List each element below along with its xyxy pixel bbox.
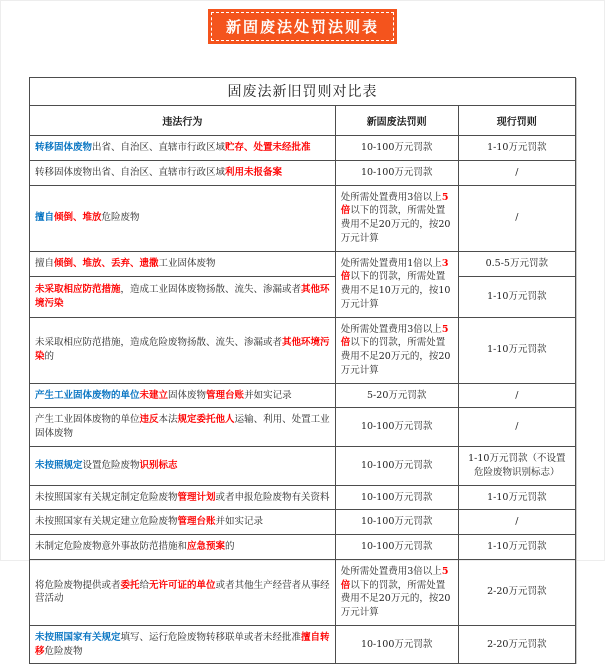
violation-cell — [30, 251, 336, 277]
table-row — [30, 447, 576, 486]
violation-text-segment: 其他环境污染 — [35, 284, 330, 310]
col-header-violation: 违法行为 — [30, 106, 336, 136]
new-penalty-text-segment: 处所需处置费用3倍以上 — [340, 191, 442, 203]
violation-text-segment: 危险废物 — [101, 212, 140, 224]
current-penalty-cell: / — [458, 510, 575, 535]
violation-text-segment: 违反 — [139, 414, 159, 426]
violation-text-segment: 委托 — [120, 579, 140, 591]
violation-text-segment: 的 — [225, 541, 235, 553]
violation-text-segment: 未按照规定 — [35, 459, 83, 471]
violation-cell — [30, 625, 336, 664]
comparison-table — [29, 77, 576, 664]
violation-text-segment: 擅自 — [35, 212, 55, 224]
current-penalty-cell: / — [458, 383, 575, 408]
table-row — [30, 277, 576, 317]
violation-text-segment: 填写、运行危险废物转移联单或者未经批准 — [120, 631, 302, 643]
violation-text-segment: 工业固体废物 — [158, 258, 216, 270]
new-penalty-text-segment: 3倍 — [340, 257, 449, 283]
violation-text-segment: 或者申报危险废物有关资料 — [215, 491, 330, 503]
page-title-banner — [211, 12, 394, 41]
table-row — [30, 535, 576, 560]
violation-text-segment: 未制定危险废物意外事故防范措施和 — [35, 541, 188, 553]
current-penalty-cell: 0.5-5万元罚款 — [458, 251, 575, 277]
current-penalty-cell: 1-10万元罚款 — [458, 277, 575, 317]
violation-text-segment: 管理计划 — [177, 491, 216, 503]
current-penalty-cell: 2-20万元罚款 — [458, 559, 575, 625]
violation-cell — [30, 185, 336, 251]
table-row — [30, 408, 576, 447]
current-penalty-cell: 1-10万元罚款（不设置危险废物识别标志） — [458, 447, 575, 486]
new-penalty-cell: 10-100万元罚款 — [335, 485, 458, 510]
violation-text-segment: 管理台账 — [177, 516, 216, 528]
violation-text-segment: 倾倒、堆放 — [54, 212, 102, 224]
violation-cell — [30, 510, 336, 535]
new-penalty-cell — [335, 317, 458, 383]
violation-text-segment: 或者其他生产经营者从事经营活动 — [35, 579, 330, 605]
new-penalty-cell: 10-100万元罚款 — [335, 625, 458, 664]
current-penalty-cell: / — [458, 160, 575, 185]
new-penalty-text-segment: 5倍 — [340, 565, 449, 591]
violation-text-segment: 擅自转移 — [35, 631, 330, 657]
current-penalty-cell: 2-20万元罚款 — [458, 625, 575, 664]
violation-text-segment: 管理台账 — [206, 389, 245, 401]
violation-cell — [30, 160, 336, 185]
col-header-new-penalty: 新固废法罚则 — [335, 106, 458, 136]
violation-cell — [30, 136, 336, 161]
table-row — [30, 317, 576, 383]
violation-cell — [30, 383, 336, 408]
violation-text-segment: 固体废物 — [168, 389, 207, 401]
violation-text-segment: 倾倒、堆放、丢弃、遗撒 — [54, 258, 159, 270]
violation-cell — [30, 485, 336, 510]
table-row — [30, 510, 576, 535]
violation-text-segment: 规定委托他人 — [177, 414, 235, 426]
table-row — [30, 383, 576, 408]
page-title: 新固废法处罚法则表 — [225, 18, 379, 36]
violation-text-segment: 转移固体废物出省、自治区、直辖市行政区域 — [35, 166, 226, 178]
new-penalty-cell — [335, 185, 458, 251]
new-penalty-text-segment: 以下的罚款，所需处置费用不足20万元的，按20万元计算 — [340, 205, 451, 244]
current-penalty-cell: 1-10万元罚款 — [458, 136, 575, 161]
violation-text-segment: 给 — [139, 579, 150, 591]
current-penalty-cell: 1-10万元罚款 — [458, 317, 575, 383]
violation-text-segment: 未按照国家有关规定 — [35, 631, 121, 643]
violation-text-segment: 未按照国家有关规定建立危险废物 — [35, 516, 178, 528]
new-penalty-text-segment: 以下的罚款，所需处置费用不足20万元的，按20万元计算 — [340, 579, 451, 619]
violation-text-segment: 贮存、处置未经批准 — [225, 142, 311, 153]
violation-text-segment: 将危险废物提供或者 — [35, 579, 121, 591]
new-penalty-cell — [335, 251, 458, 317]
new-penalty-text-segment: 处所需处置费用1倍以上 — [340, 257, 442, 269]
violation-cell — [30, 447, 336, 486]
violation-cell — [30, 408, 336, 447]
table-row — [30, 625, 576, 664]
violation-text-segment: 其他环境污染 — [35, 337, 330, 363]
new-penalty-cell: 10-100万元罚款 — [335, 160, 458, 185]
violation-text-segment: 无许可证的单位 — [149, 579, 216, 591]
new-penalty-text-segment: 处所需处置费用3倍以上 — [340, 565, 442, 577]
table-row — [30, 559, 576, 625]
violation-cell — [30, 535, 336, 560]
violation-text-segment: 识别标志 — [139, 459, 178, 471]
new-penalty-cell: 5-20万元罚款 — [335, 383, 458, 408]
new-penalty-cell: 10-100万元罚款 — [335, 510, 458, 535]
violation-text-segment: 产生工业固体废物的单位 — [35, 414, 140, 426]
table-row — [30, 251, 576, 277]
new-penalty-cell: 10-100万元罚款 — [335, 408, 458, 447]
new-penalty-text-segment: 以下的罚款，所需处置费用不足20万元的，按20万元计算 — [340, 337, 451, 376]
current-penalty-cell: / — [458, 408, 575, 447]
violation-text-segment: 的 — [44, 351, 55, 363]
new-penalty-text-segment: 5倍 — [340, 191, 449, 217]
violation-text-segment: ，造成工业固体废物扬散、流失、渗漏或者 — [120, 284, 302, 296]
table-title-row — [30, 78, 576, 106]
table-body — [30, 136, 576, 664]
table-row — [30, 485, 576, 510]
table-row — [30, 185, 576, 251]
new-penalty-cell — [335, 559, 458, 625]
table-row — [30, 160, 576, 185]
violation-text-segment: 未采取相应防范措施 — [35, 284, 121, 296]
table-row — [30, 136, 576, 161]
violation-text-segment: 并如实记录 — [215, 516, 264, 528]
new-penalty-cell: 10-100万元罚款 — [335, 136, 458, 161]
new-penalty-text-segment: 以下的罚款，所需处置费用不足10万元的，按10万元计算 — [340, 271, 451, 310]
violation-text-segment: 危险废物 — [44, 645, 83, 657]
violation-text-segment: 运输、利用、处置工业固体废物 — [35, 414, 330, 440]
violation-text-segment: 设置危险废物 — [82, 459, 140, 471]
new-penalty-text-segment: 处所需处置费用3倍以上 — [340, 323, 442, 335]
violation-text-segment: 并如实记录 — [244, 389, 292, 401]
col-header-current-penalty: 现行罚则 — [458, 106, 575, 136]
table-title: 固废法新旧罚则对比表 — [30, 78, 576, 106]
violation-text-segment: 本法 — [158, 414, 178, 426]
current-penalty-cell: / — [458, 185, 575, 251]
violation-text-segment: 产生工业固体废物的单位 — [35, 389, 140, 401]
comparison-table-wrap — [29, 77, 576, 664]
violation-cell — [30, 277, 336, 317]
violation-text-segment: 转移固体废物 — [35, 142, 93, 153]
new-penalty-text-segment: 5倍 — [340, 323, 449, 349]
new-penalty-cell: 10-100万元罚款 — [335, 535, 458, 560]
violation-text-segment: 未按照国家有关规定制定危险废物 — [35, 491, 178, 503]
current-penalty-cell: 1-10万元罚款 — [458, 485, 575, 510]
violation-cell — [30, 317, 336, 383]
new-penalty-cell: 10-100万元罚款 — [335, 447, 458, 486]
violation-text-segment: 利用未报备案 — [225, 166, 283, 178]
column-header-row — [30, 106, 576, 136]
violation-text-segment: 出省、自治区、直辖市行政区域 — [92, 142, 226, 153]
violation-text-segment: 应急预案 — [187, 541, 226, 553]
violation-text-segment: 未建立 — [139, 389, 169, 401]
violation-text-segment: 擅自 — [35, 258, 55, 270]
violation-cell — [30, 559, 336, 625]
violation-text-segment: 未采取相应防范措施，造成危险废物扬散、流失、渗漏或者 — [35, 337, 283, 349]
current-penalty-cell: 1-10万元罚款 — [458, 535, 575, 560]
